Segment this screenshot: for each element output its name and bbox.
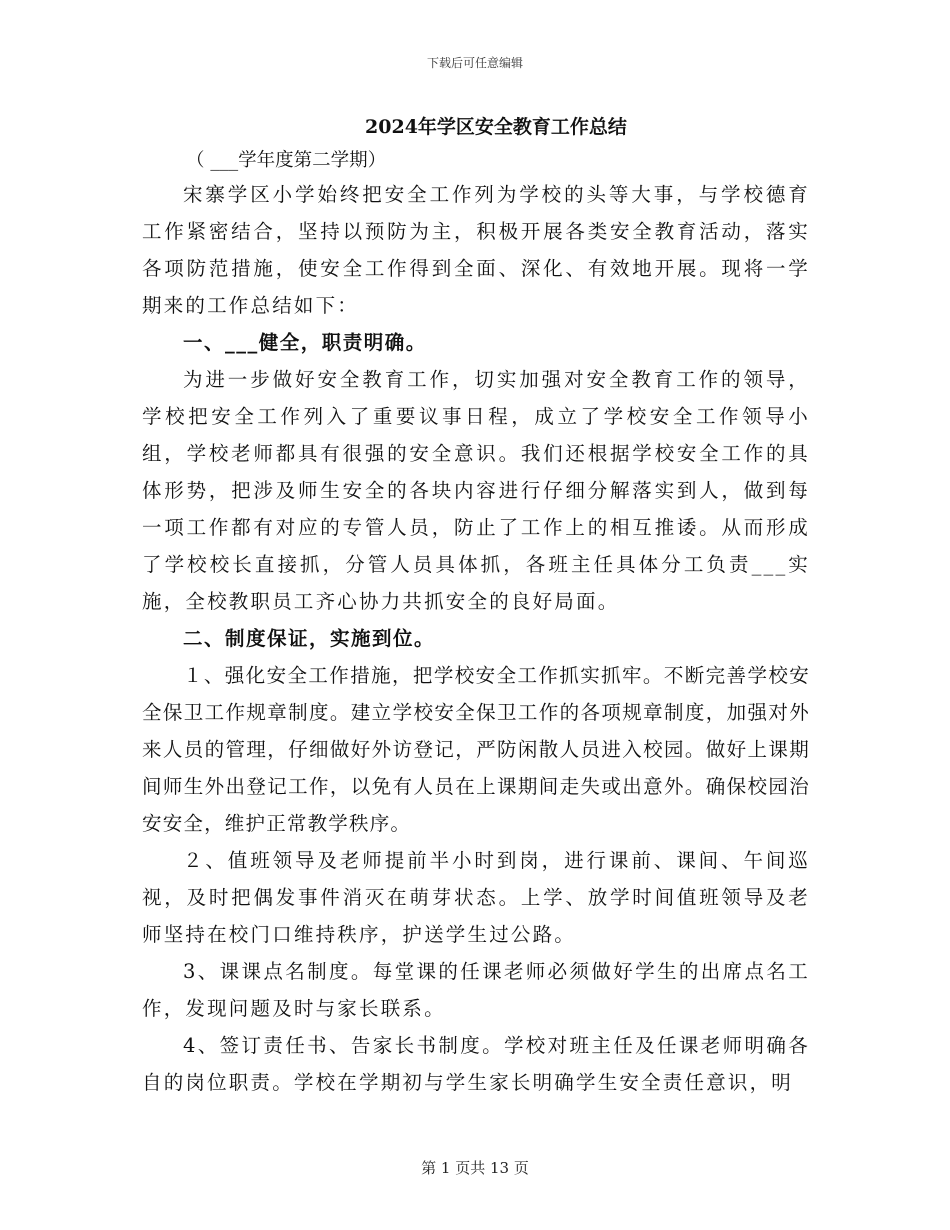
- section-2-item-3: 3、课课点名制度。每堂课的任课老师必须做好学生的出席点名工作，发现问题及时与家长联系。: [142, 960, 810, 1020]
- section-1-paragraph: 为进一步做好安全教育工作，切实加强对安全教育工作的领导，学校把安全工作列入了重要议事日程，成立了学校安全工作领导小组，学校老师都具有很强的安全意识。我们还根据学校安全工作的具体形势，把涉及师生安全的各块内容进行仔细分解落实到人，做到每一项工作都有对应的专管人员，防止了工作上的相互推诿。从而形成了学校校长直接抓，分管人员具体抓，各班主任具体分工负责___实施，全校教职员工齐心协力共抓安全的良好局面。: [142, 368, 810, 613]
- intro-paragraph: 宋寨学区小学始终把安全工作列为学校的头等大事，与学校德育工作紧密结合，坚持以预防为主，积极开展各类安全教育活动，落实各项防范措施，使安全工作得到全面、深化、有效地开展。现将一学期来的工作总结如下：: [142, 183, 810, 317]
- section-2-item-2: ２、值班领导及老师提前半小时到岗，进行课前、课间、午间巡视，及时把偶发事件消灭在萌芽状态。上学、放学时间值班领导及老师坚持在校门口维持秩序，护送学生过公路。: [142, 849, 810, 946]
- document-body: [142, 112, 810, 1101]
- document-subtitle: （ ___学年度第二学期）: [186, 150, 387, 171]
- section-heading-1: 一、___健全，职责明确。: [182, 331, 427, 354]
- section-2-item-4: 4、签订责任书、告家长书制度。学校对班主任及任课老师明确各自的岗位职责。学校在学期初与学生家长明确学生安全责任意识，明: [142, 1034, 810, 1094]
- page-footer-number: 第 1 页共 13 页: [421, 1159, 529, 1177]
- section-heading-2: 二、制度保证，实施到位。: [182, 627, 435, 650]
- section-2-item-1: １、强化安全工作措施，把学校安全工作抓实抓牢。不断完善学校安全保卫工作规章制度。建立学校安全保卫工作的各项规章制度，加强对外来人员的管理，仔细做好外访登记，严防闲散人员进入校园。做好上课期间师生外出登记工作，以免有人员在上课期间走失或出意外。确保校园治安安全，维护正常教学秩序。: [142, 664, 810, 835]
- page-header-note: 下载后可任意编辑: [426, 56, 523, 70]
- document-title: 2024年学区安全教育工作总结: [365, 116, 627, 138]
